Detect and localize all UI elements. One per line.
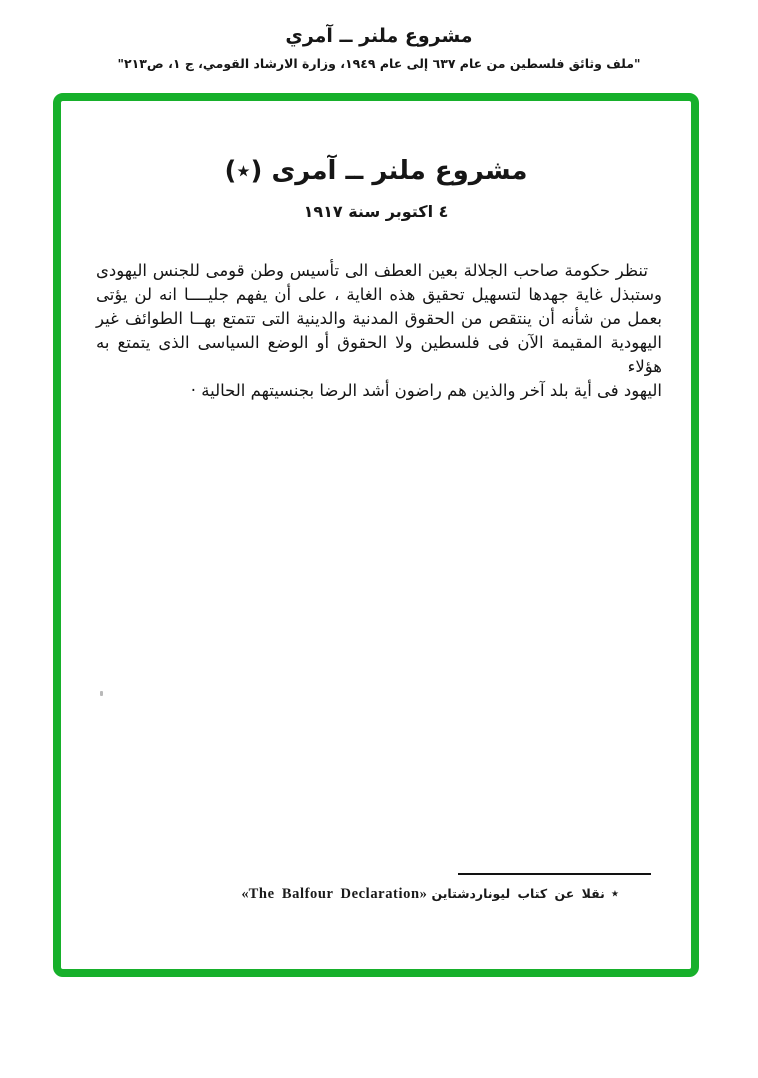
body-line: وستبذل غاية جهدها لتسهيل تحقيق هذه الغاية ، على أن يفهم جليــــا انه لن يؤتى — [96, 285, 662, 304]
document-date: ٤ اكتوبر سنة ١٩١٧ — [303, 202, 449, 221]
footnote-book-title: «The Balfour Declaration» — [241, 886, 428, 902]
footnote-text: نقلا عن كتاب ليوناردشتاين — [431, 886, 605, 901]
page-title: مشروع ملنر ــ آمري — [285, 25, 473, 47]
source-citation: "ملف وثائق فلسطين من عام ٦٣٧ إلى عام ١٩٤٩، وزارة الارشاد القومي، ج ١، ص٢١٣" — [117, 56, 641, 71]
document-body — [96, 259, 662, 403]
body-line: اليهودية المقيمة الآن فى فلسطين ولا الحقوق أو الوضع السياسى الذى يتمتع به هؤلاء — [96, 333, 662, 376]
body-line: تنظر حكومة صاحب الجلالة بعين العطف الى تأسيس وطن قومى للجنس اليهودى — [96, 261, 648, 280]
document-title: مشروع ملنر ــ آمرى (٭) — [224, 156, 528, 186]
document-frame — [53, 93, 699, 977]
body-line: اليهود فى أية بلد آخر والذين هم راضون أشد الرضا بجنسيتهم الحالية · — [190, 381, 662, 400]
scan-speck — [100, 691, 103, 696]
footnote — [241, 884, 619, 903]
footnote-star-icon: ٭ — [610, 884, 619, 902]
body-line: بعمل من شأنه أن ينتقص من الحقوق المدنية والدينية التى تتمتع بهــا الطوائف غير — [96, 309, 662, 328]
footnote-separator — [458, 873, 651, 875]
